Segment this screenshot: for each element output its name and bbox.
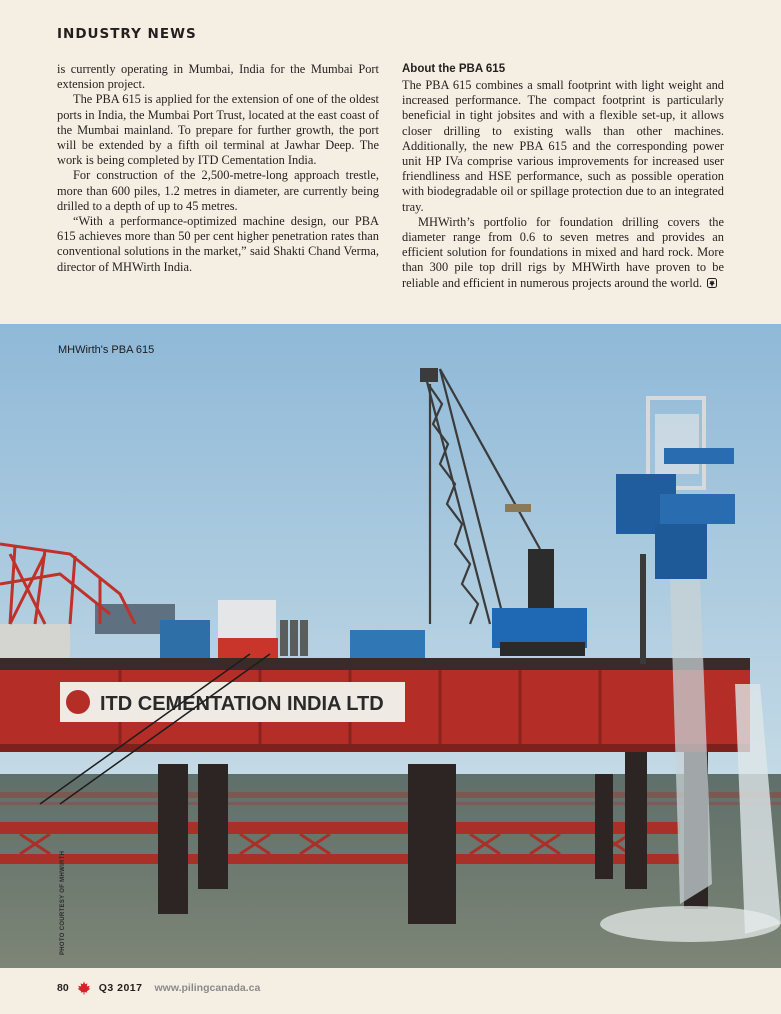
maple-leaf-icon — [77, 981, 91, 995]
photo-credit: PHOTO COURTESY OF MHWIRTH — [60, 850, 66, 955]
page-footer — [57, 980, 260, 996]
article-paragraph: The PBA 615 combines a small footprint with light weight and increased performance. The compact footprint is particularly beneficial in tight jobsites and with a flexible set-up, it allows closer drilling to existing walls than other machines. Additionally, the new PBA 615 and the corresponding power unit HP IVa comprise various improvements for increased user friendliness and HSE performance, such as possible operation with biodegradable oil or spillage protection due to an integrated tray. — [402, 78, 724, 214]
issue-label: Q3 2017 — [98, 982, 143, 994]
article-paragraph: is currently operating in Mumbai, India for the Mumbai Port extension project. — [57, 62, 379, 92]
sidebar-heading: About the PBA 615 — [402, 63, 506, 75]
page-number: 80 — [57, 982, 69, 994]
article-paragraph — [402, 215, 724, 291]
maple-leaf-end-mark-icon — [707, 278, 717, 288]
jetty-rig-photo-illustration — [0, 324, 781, 968]
deck-banner-text: ITD CEMENTATION INDIA LTD — [100, 693, 384, 715]
article-paragraph-text: MHWirth’s portfolio for foundation drilling covers the diameter range from 0.6 to seven metres and provides an efficient solution for foundations in mixed and hard rock. More than 300 pile top drill rigs by MHWirth have proven to be reliable and efficient in numerous projects around the world. — [402, 214, 724, 290]
article-paragraph: “With a performance-optimized machine design, our PBA 615 achieves more than 50 per cent higher penetration rates than conventional solutions in the market,” said Shakti Chand Verma, director of MHWirth India. — [57, 214, 379, 274]
article-paragraph: For construction of the 2,500-metre-long approach trestle, more than 600 piles, 1.2 metres in diameter, are currently being drilled to a depth of up to 45 metres. — [57, 168, 379, 213]
section-label: INDUSTRY NEWS — [57, 26, 197, 42]
article-right-column — [402, 62, 724, 291]
pba615-photo — [0, 324, 781, 968]
photo-caption: MHWirth's PBA 615 — [58, 344, 155, 356]
website-link[interactable]: www.pilingcanada.ca — [154, 982, 261, 994]
article-paragraph: The PBA 615 is applied for the extension of one of the oldest ports in India, the Mumbai Port Trust, located at the east coast of the Mumbai mainland. To prepare for further growth, the port will be extended by a fifth oil terminal at Jawhar Deep. The work is being completed by ITD Cementation India. — [57, 92, 379, 168]
article-left-column — [57, 62, 379, 275]
